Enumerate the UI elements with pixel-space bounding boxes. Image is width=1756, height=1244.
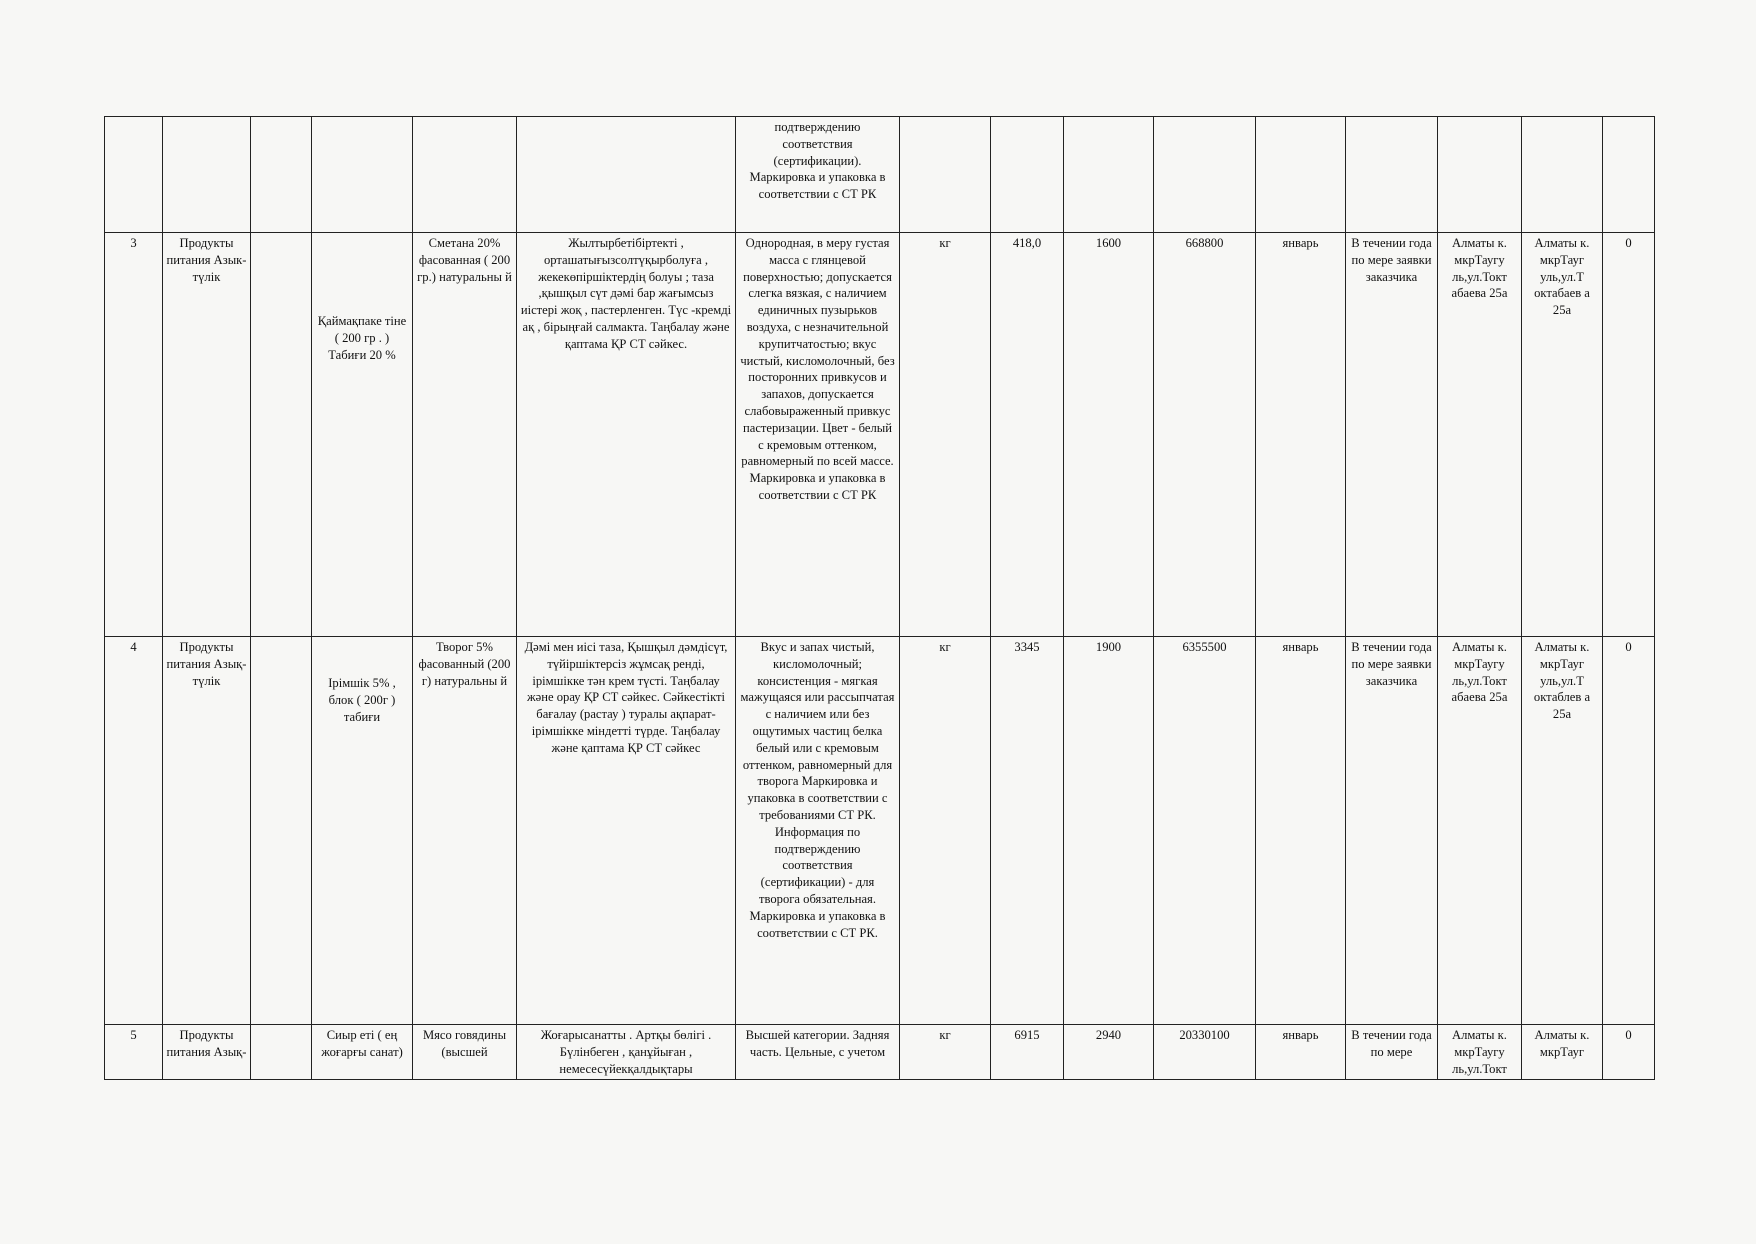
cell-unit: кг (900, 637, 991, 1025)
cell-spec-ru: Высшей категории. Задняя часть. Цельные, с учетом (736, 1025, 900, 1080)
cell-price: 1900 (1064, 637, 1154, 1025)
cell-term: В течении года по мере заявки заказчика (1346, 637, 1438, 1025)
cell-qty: 3345 (991, 637, 1064, 1025)
cell-place2: Алматы к. мкрТауг уль,ул.Т октабаев а 25а (1522, 233, 1603, 637)
cell-category: Продукты питания Азық- (163, 1025, 251, 1080)
cell-term: В течении года по мере (1346, 1025, 1438, 1080)
cell-category (163, 117, 251, 233)
cell-name-ru: Сметана 20% фасованная ( 200 гр.) натуральны й (413, 233, 517, 637)
cell-advance (1603, 117, 1655, 233)
cell-unit: кг (900, 1025, 991, 1080)
cell-extra (251, 233, 312, 637)
cell-name-ru: Творог 5% фасованный (200 г) натуральны й (413, 637, 517, 1025)
cell-price (1064, 117, 1154, 233)
cell-term (1346, 117, 1438, 233)
table-row (105, 233, 1655, 637)
table-row (105, 637, 1655, 1025)
cell-place2: Алматы к. мкрТауг (1522, 1025, 1603, 1080)
cell-name-ru: Мясо говядины (высшей (413, 1025, 517, 1080)
cell-unit: кг (900, 233, 991, 637)
cell-place1: Алматы к. мкрТаугу ль,ул.Токт абаева 25а (1438, 637, 1522, 1025)
cell-name-kz (312, 117, 413, 233)
procurement-table (104, 116, 1655, 1080)
cell-extra (251, 1025, 312, 1080)
cell-price: 1600 (1064, 233, 1154, 637)
cell-qty (991, 117, 1064, 233)
cell-spec-kz: Жылтырбетібіртекті , орташатығызсолтүқырболуға , жекекөпіршіктердің болуы ; таза ,қышқыл сүт дәмі бар жағымсыз иістері жоқ , пастерленген. Түс -кремді ақ , бірыңғай салмакта. Таңбалау және қаптама ҚР СТ сәйкес. (517, 233, 736, 637)
cell-spec-kz: Жоғарысанатты . Артқы бөлігі . Бүлінбеген , қанұйыған , немесесүйекқалдықтары (517, 1025, 736, 1080)
cell-num: 4 (105, 637, 163, 1025)
cell-name-kz: Қаймақпаке тіне ( 200 гр . ) Табиғи 20 % (312, 233, 413, 637)
cell-name-kz: Сиыр еті ( ең жоғарғы санат) (312, 1025, 413, 1080)
cell-qty: 418,0 (991, 233, 1064, 637)
cell-advance: 0 (1603, 233, 1655, 637)
cell-spec-kz: Дәмі мен иісі таза, Қышқыл дәмдісүт, түйіршіктерсіз жұмсақ ренді, ірімшікке тән крем түсті. Таңбалау және орау ҚР СТ сәйкес. Сәйкестікті бағалау (растау ) туралы ақпарат-ірімшікке міндетті түрде. Таңбалау және қаптама ҚР СТ сәйкес (517, 637, 736, 1025)
table-row (105, 1025, 1655, 1080)
cell-category: Продукты питания Азык-түлік (163, 233, 251, 637)
cell-sum: 668800 (1154, 233, 1256, 637)
cell-num: 3 (105, 233, 163, 637)
table-row (105, 117, 1655, 233)
cell-num: 5 (105, 1025, 163, 1080)
cell-place1: Алматы к. мкрТаугу ль,ул.Токт (1438, 1025, 1522, 1080)
cell-place1 (1438, 117, 1522, 233)
cell-spec-ru: подтверждению соответствия (сертификации). Маркировка и упаковка в соответствии с СТ РК (736, 117, 900, 233)
cell-sum: 6355500 (1154, 637, 1256, 1025)
cell-category: Продукты питания Азық-түлік (163, 637, 251, 1025)
cell-extra (251, 117, 312, 233)
cell-month (1256, 117, 1346, 233)
cell-name-ru (413, 117, 517, 233)
cell-spec-ru: Однородная, в меру густая масса с глянцевой поверхностью; допускается слегка вязкая, с наличием единичных пузырьков воздуха, с незначительной крупитчатостью; вкус чистый, кисломолочный, без посторонних привкусов и запахов, допускается слабовыраженный привкус пастеризации. Цвет - белый с кремовым оттенком, равномерный по всей массе. Маркировка и упаковка в соответствии с СТ РК (736, 233, 900, 637)
cell-term: В течении года по мере заявки заказчика (1346, 233, 1438, 637)
cell-month: январь (1256, 1025, 1346, 1080)
cell-spec-kz (517, 117, 736, 233)
cell-extra (251, 637, 312, 1025)
cell-advance: 0 (1603, 637, 1655, 1025)
cell-advance: 0 (1603, 1025, 1655, 1080)
cell-price: 2940 (1064, 1025, 1154, 1080)
cell-unit (900, 117, 991, 233)
cell-spec-ru: Вкус и запах чистый, кисломолочный; консистенция - мягкая мажущаяся или рассыпчатая с наличием или без ощутимых частиц белка белый или с кремовым оттенком, равномерный для творога Маркировка и упаковка в соответствии с требованиями СТ РК. Информация по подтверждению соответствия (сертификации) - для творога обязательная. Маркировка и упаковка в соответствии с СТ РК. (736, 637, 900, 1025)
cell-place1: Алматы к. мкрТаугу ль,ул.Токт абаева 25а (1438, 233, 1522, 637)
cell-name-kz: Ірімшік 5% , блок ( 200г ) табиғи (312, 637, 413, 1025)
cell-sum (1154, 117, 1256, 233)
cell-qty: 6915 (991, 1025, 1064, 1080)
cell-month: январь (1256, 233, 1346, 637)
cell-place2: Алматы к. мкрТауг уль,ул.Т октаблев а 25а (1522, 637, 1603, 1025)
cell-sum: 20330100 (1154, 1025, 1256, 1080)
cell-place2 (1522, 117, 1603, 233)
cell-num (105, 117, 163, 233)
cell-month: январь (1256, 637, 1346, 1025)
